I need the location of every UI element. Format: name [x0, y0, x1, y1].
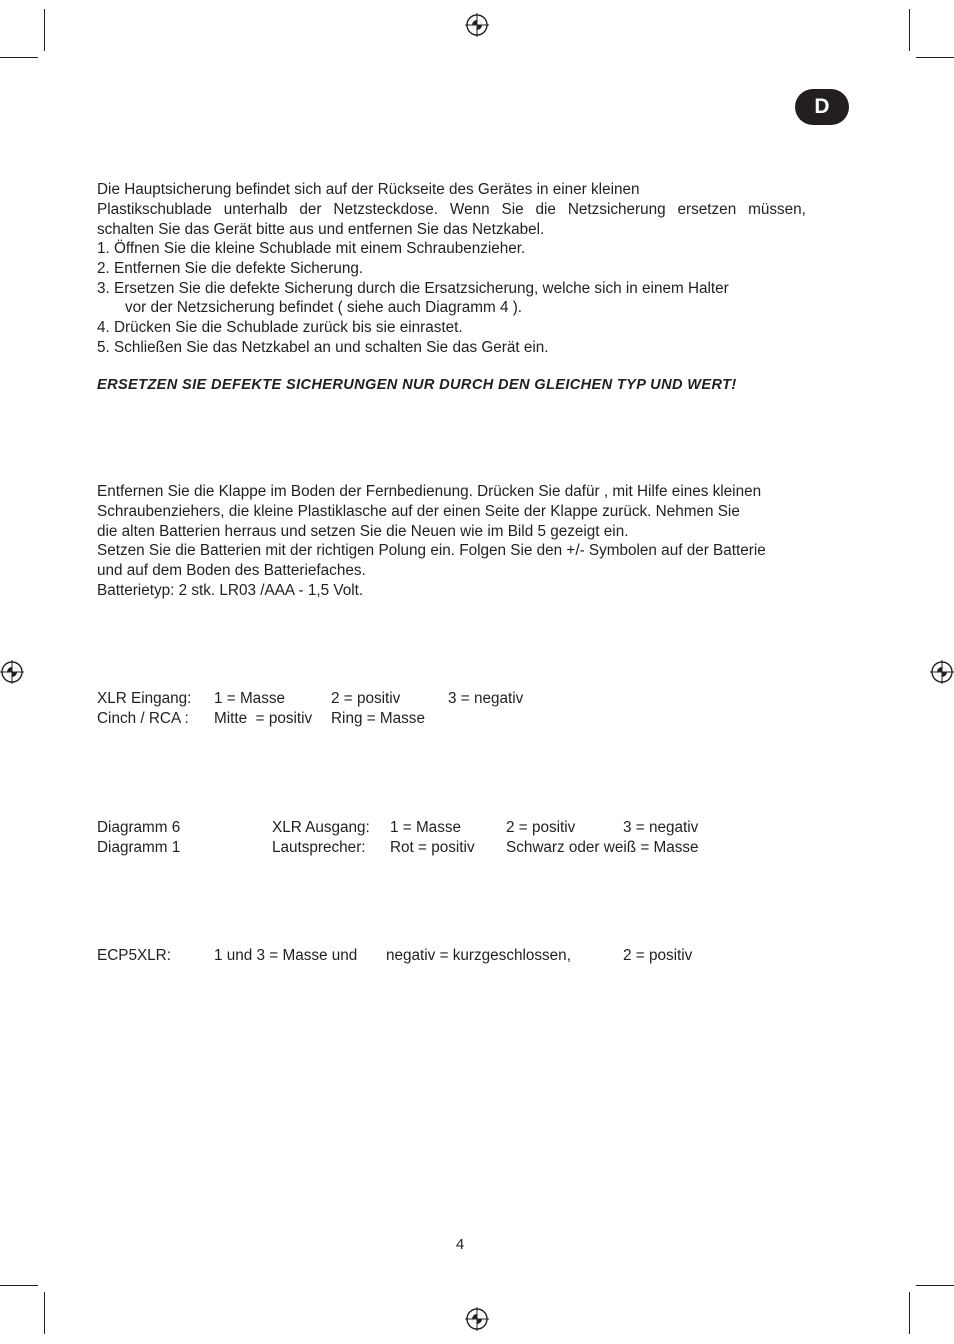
ecp-wiring-row	[97, 946, 737, 966]
list-item: 3. Ersetzen Sie die defekte Sicherung durch die Ersatzsicherung, welche sich in einem Halter	[97, 279, 729, 297]
word: die	[535, 200, 556, 218]
language-badge: D	[795, 89, 849, 125]
fuse-warning: ERSETZEN SIE DEFEKTE SICHERUNGEN NUR DURCH DEN GLEICHEN TYP UND WERT!	[97, 377, 737, 393]
list-item: 2. Entfernen Sie die defekte Sicherung.	[97, 259, 364, 277]
text-line: schalten Sie das Gerät bitte aus und entfernen Sie das Netzkabel.	[97, 220, 545, 238]
word: Netzsicherung	[567, 200, 666, 218]
diagram-reference: Diagramm 1	[97, 839, 181, 856]
crop-mark	[44, 9, 45, 51]
word: unterhalb	[223, 200, 288, 218]
crop-mark	[0, 57, 38, 58]
word: ersetzen	[677, 200, 737, 218]
wiring-value: Ring = Masse	[331, 710, 425, 727]
wiring-label: Cinch / RCA :	[97, 710, 189, 727]
word: Netzsteckdose.	[333, 200, 438, 218]
list-item: 5. Schließen Sie das Netzkabel an und schalten Sie das Gerät ein.	[97, 338, 549, 356]
wiring-value: 2 = positiv	[623, 947, 693, 964]
text-line	[97, 200, 806, 220]
text-line: Die Hauptsicherung befindet sich auf der Rückseite des Gerätes in einer kleinen	[97, 181, 640, 198]
list-item: 4. Drücken Sie die Schublade zurück bis sie einrastet.	[97, 319, 463, 337]
wiring-value: 1 = Masse	[390, 819, 461, 836]
text-line: Schraubenziehers, die kleine Plastiklasche auf der einen Seite der Klappe zurück. Nehmen Sie	[97, 502, 740, 520]
diagram-reference: Diagramm 6	[97, 819, 181, 836]
word: Plastikschublade	[97, 200, 212, 218]
word: Wenn	[449, 200, 490, 218]
output-wiring-row	[97, 818, 817, 838]
text-line: Setzen Sie die Batterien mit der richtigen Polung ein. Folgen Sie den +/- Symbolen auf der Batterie	[97, 542, 766, 560]
crop-mark	[44, 1292, 45, 1334]
list-item: 1. Öffnen Sie die kleine Schublade mit einem Schraubenzieher.	[97, 240, 526, 257]
crop-mark	[916, 57, 954, 58]
wiring-label: XLR Eingang:	[97, 690, 192, 707]
text-line: Batterietyp: 2 stk. LR03 /AAA - 1,5 Volt.	[97, 581, 364, 599]
text-line: die alten Batterien herraus und setzen Sie die Neuen wie im Bild 5 gezeigt ein.	[97, 522, 629, 540]
text-line: Entfernen Sie die Klappe im Boden der Fernbedienung. Drücken Sie dafür , mit Hilfe eines kleinen	[97, 483, 762, 500]
crop-mark	[909, 1292, 910, 1334]
wiring-value: Rot = positiv	[390, 839, 475, 856]
wiring-value: negativ = kurzgeschlossen,	[386, 947, 571, 964]
text-line: und auf dem Boden des Batteriefaches.	[97, 562, 366, 580]
crop-mark	[916, 1285, 954, 1286]
wiring-value: 3 = negativ	[623, 819, 699, 836]
wiring-value: 2 = positiv	[506, 819, 576, 836]
word: müssen,	[748, 200, 806, 218]
registration-mark-icon	[0, 660, 24, 684]
fuse-intro	[97, 180, 806, 239]
wiring-value: 3 = negativ	[448, 690, 524, 707]
page-number: 4	[455, 1236, 465, 1253]
registration-mark-icon	[465, 1307, 489, 1331]
registration-mark-icon	[930, 660, 954, 684]
input-wiring-row	[97, 709, 737, 729]
registration-mark-icon	[465, 13, 489, 37]
word: Sie	[501, 200, 524, 218]
wiring-value: 1 = Masse	[214, 690, 285, 707]
crop-mark	[909, 9, 910, 51]
list-item-continuation: vor der Netzsicherung befindet ( siehe auch Diagramm 4 ).	[125, 299, 523, 317]
output-wiring-row	[97, 838, 817, 858]
wiring-value: Mitte = positiv	[214, 710, 313, 727]
wiring-value: Schwarz oder weiß = Masse	[506, 839, 699, 856]
wiring-label: Lautsprecher:	[272, 839, 366, 856]
wiring-value: 2 = positiv	[331, 690, 401, 707]
battery-paragraph	[97, 482, 766, 601]
wiring-value: 1 und 3 = Masse und	[214, 947, 358, 964]
wiring-label: ECP5XLR:	[97, 947, 171, 964]
wiring-label: XLR Ausgang:	[272, 819, 370, 836]
input-wiring-row	[97, 689, 737, 709]
word: der	[299, 200, 322, 218]
fuse-steps	[97, 239, 729, 358]
crop-mark	[0, 1285, 38, 1286]
